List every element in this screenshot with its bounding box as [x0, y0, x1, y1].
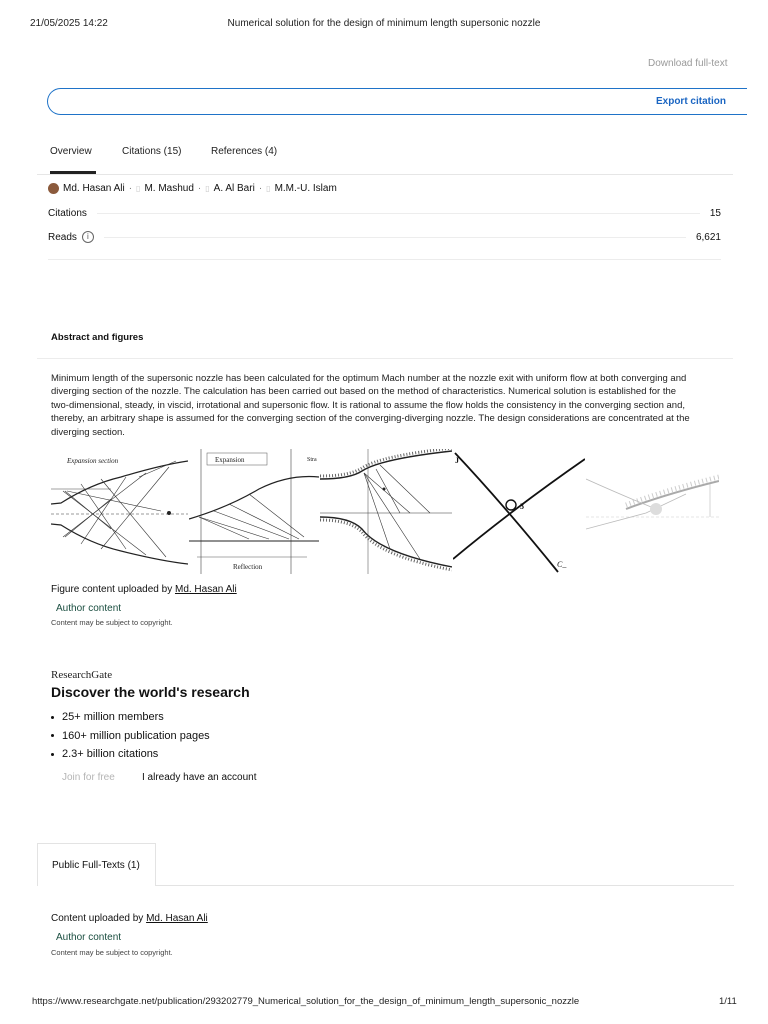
tab-citations[interactable]: Citations (15): [122, 146, 182, 157]
print-page-number: 1/11: [719, 996, 737, 1007]
figure-caption: [51, 584, 237, 595]
author-link[interactable]: M.M.-U. Islam: [274, 183, 337, 194]
figure-thumbnail[interactable]: [586, 449, 719, 574]
dotted-leader: [97, 213, 700, 214]
author-content-badge: Author content: [56, 603, 122, 614]
have-account-link[interactable]: I already have an account: [142, 772, 257, 783]
export-citation-bar[interactable]: [47, 88, 747, 115]
tab-bar: [37, 134, 733, 175]
copyright-note: Content may be subject to copyright.: [51, 618, 173, 627]
figure-label: Reflection: [233, 563, 263, 571]
reads-label: Reads: [48, 231, 77, 243]
figure-label: Expansion section: [67, 457, 119, 465]
divider: [37, 358, 733, 359]
figure-label: Stra: [307, 457, 317, 463]
uploader-link[interactable]: Md. Hasan Ali: [174, 584, 237, 595]
author-list: [48, 183, 337, 194]
author-link[interactable]: Md. Hasan Ali: [63, 183, 125, 194]
print-title: Numerical solution for the design of minimum length supersonic nozzle: [227, 18, 541, 29]
citations-label: Citations: [48, 208, 87, 219]
fulltext-caption: [51, 913, 208, 924]
author-separator: ·: [128, 183, 133, 194]
figure-thumbnail[interactable]: [189, 449, 319, 574]
join-for-free-button[interactable]: Join for free: [62, 772, 115, 783]
tab-public-fulltexts[interactable]: [37, 843, 156, 886]
figure-label: Expansion: [215, 456, 245, 464]
export-citation-button[interactable]: Export citation: [655, 96, 726, 107]
figure-caption-prefix: Figure content uploaded by: [51, 584, 173, 595]
download-fulltext-button[interactable]: Download full-text: [648, 58, 728, 69]
citations-value: 15: [709, 208, 721, 219]
author-separator: ·: [197, 183, 202, 194]
tab-overview[interactable]: Overview: [50, 146, 92, 157]
author-placeholder-icon: ▯: [266, 184, 271, 193]
researchgate-logo: ResearchGate: [51, 669, 113, 681]
print-url: https://www.researchgate.net/publication/293202779_Numerical_solution_for_the_design_of_minimum_length_supersonic_nozzle: [32, 996, 580, 1007]
figure-strip: [51, 449, 719, 574]
figure-label: C_: [557, 560, 567, 569]
author-link[interactable]: M. Mashud: [144, 183, 194, 194]
author-placeholder-icon: ▯: [136, 184, 141, 193]
fulltext-caption-prefix: Content uploaded by: [51, 913, 144, 924]
figure-thumbnail[interactable]: [453, 449, 585, 574]
figure-label: J: [455, 456, 459, 465]
citations-stat: [48, 208, 721, 219]
uploader-link[interactable]: Md. Hasan Ali: [146, 913, 208, 924]
promo-bullets: [51, 708, 210, 764]
active-tab-indicator: [50, 171, 96, 174]
abstract-section-title: Abstract and figures: [51, 332, 144, 343]
dotted-leader: [104, 237, 686, 238]
author-link[interactable]: A. Al Bari: [213, 183, 255, 194]
promo-headline: Discover the world's research: [51, 684, 250, 700]
tab-public-fulltexts-label: Public Full-Texts (1): [52, 860, 140, 871]
promo-bullet: 2.3+ billion citations: [51, 745, 210, 764]
tab-references[interactable]: References (4): [211, 146, 278, 157]
figure-thumbnail[interactable]: [320, 449, 452, 574]
promo-bullet: 160+ million publication pages: [51, 727, 210, 746]
print-datetime: 21/05/2025 14:22: [30, 18, 108, 29]
abstract-text: Minimum length of the supersonic nozzle has been calculated for the optimum Mach number at the nozzle exit with uniform flow at both converging and diverging section of the nozzle. The calculation has been carried out based on the method of characteristics. Numerical solution is established for the two-dimensional, steady, in viscid, irrotational and supersonic flow. It is rational to assume the flow holds the consistency in the converging section and, thereby, an arbitrary shape is assumed for the converging section of the converging-diverging nozzle. The design considerations are concentrated at the diverging section.: [51, 373, 690, 438]
divider: [48, 259, 721, 260]
figure-thumbnail[interactable]: [51, 449, 188, 574]
author-avatar: [48, 183, 59, 194]
info-icon[interactable]: i: [82, 231, 94, 243]
reads-value: 6,621: [695, 231, 721, 243]
figure-label: 3: [520, 502, 524, 511]
divider: [156, 885, 734, 886]
author-placeholder-icon: ▯: [205, 184, 210, 193]
copyright-note: Content may be subject to copyright.: [51, 948, 173, 957]
reads-stat: [48, 231, 721, 243]
promo-bullet: 25+ million members: [51, 708, 210, 727]
author-content-badge: Author content: [56, 932, 122, 943]
author-separator: ·: [258, 183, 263, 194]
